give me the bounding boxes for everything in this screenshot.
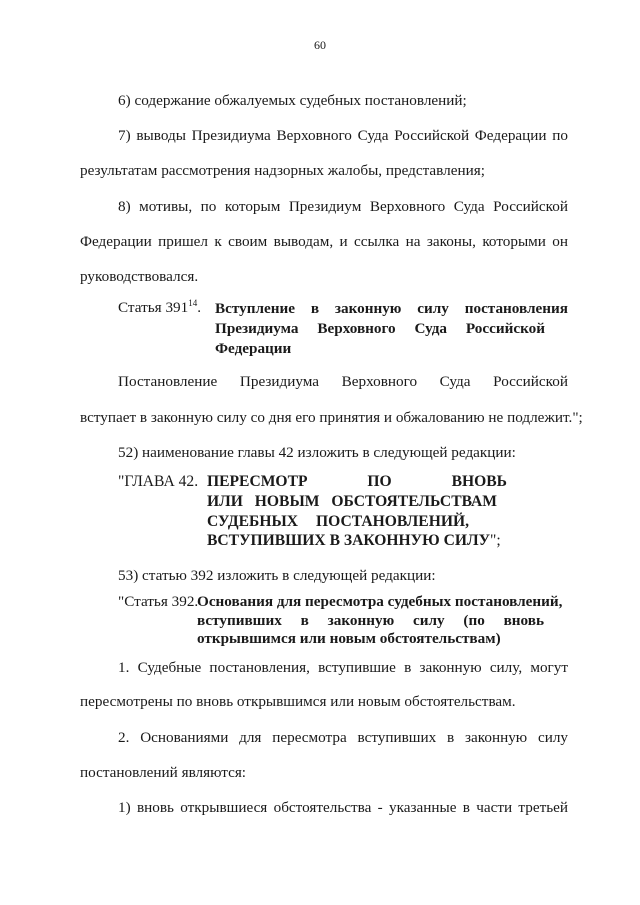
chapter-42-title-line-1: ПЕРЕСМОТР ПО ВНОВЬ xyxy=(207,473,507,490)
paragraph-8-line-1: 8) мотивы, по которым Президиум Верховного Суда Российской xyxy=(118,198,568,215)
chapter-42-label: "ГЛАВА 42. xyxy=(118,473,199,490)
section-2-line-1: 2. Основаниями для пересмотра вступивших в законную силу xyxy=(118,729,568,746)
paragraph-8-line-2: Федерации пришел к своим выводам, и ссылка на законы, которыми он xyxy=(80,233,568,250)
article-392-title-line-1: Основания для пересмотра судебных постановлений, xyxy=(197,593,563,610)
paragraph-7-line-2: результатам рассмотрения надзорных жалобы, представления; xyxy=(80,162,485,179)
paragraph-7-line-1: 7) выводы Президиума Верховного Суда Российской Федерации по xyxy=(118,127,568,144)
section-2-item-1: 1) вновь открывшиеся обстоятельства - указанные в части третьей xyxy=(118,799,568,816)
article-391-14-title-line-3: Федерации xyxy=(215,340,292,357)
article-391-14-title-line-2: Президиума Верховного Суда Российской xyxy=(215,320,545,337)
article-391-14-label: Статья $391^{14}$. xyxy=(118,298,202,316)
section-2-line-2: постановлений являются: xyxy=(80,764,247,781)
section-1-line-2: пересмотрены по вновь открывшимся или новым обстоятельствам. xyxy=(80,693,516,710)
chapter-42-title-line-2: ИЛИ НОВЫМ ОБСТОЯТЕЛЬСТВАМ xyxy=(207,493,497,510)
paragraph-8-line-3: руководствовался. xyxy=(80,268,199,285)
paragraph-391-line-1: Постановление Президиума Верховного Суда Российской xyxy=(118,373,568,390)
chapter-42-title-line-3: СУДЕБНЫХ ПОСТАНОВЛЕНИЙ, xyxy=(207,513,469,530)
page-number: 60 xyxy=(314,38,326,52)
paragraph-53: 53) статью 392 изложить в следующей редакции: xyxy=(118,567,436,584)
article-392-title-line-3: открывшимся или новым обстоятельствам) xyxy=(197,630,501,647)
article-392-title-line-2: вступивших в законную силу (по вновь xyxy=(197,612,544,629)
chapter-42-title-line-4: ВСТУПИВШИХ В ЗАКОННУЮ СИЛУ"; xyxy=(207,532,501,549)
article-391-14-title-line-1: Вступление в законную силу постановления xyxy=(215,300,568,317)
paragraph-52: 52) наименование главы 42 изложить в следующей редакции: xyxy=(118,444,516,461)
paragraph-6: 6) содержание обжалуемых судебных постановлений; xyxy=(118,92,467,109)
section-1-line-1: 1. Судебные постановления, вступившие в законную силу, могут xyxy=(118,659,568,676)
article-392-label: "Статья 392. xyxy=(118,593,199,610)
paragraph-391-line-2: вступает в законную силу со дня его принятия и обжалованию не подлежит."; xyxy=(80,409,583,426)
